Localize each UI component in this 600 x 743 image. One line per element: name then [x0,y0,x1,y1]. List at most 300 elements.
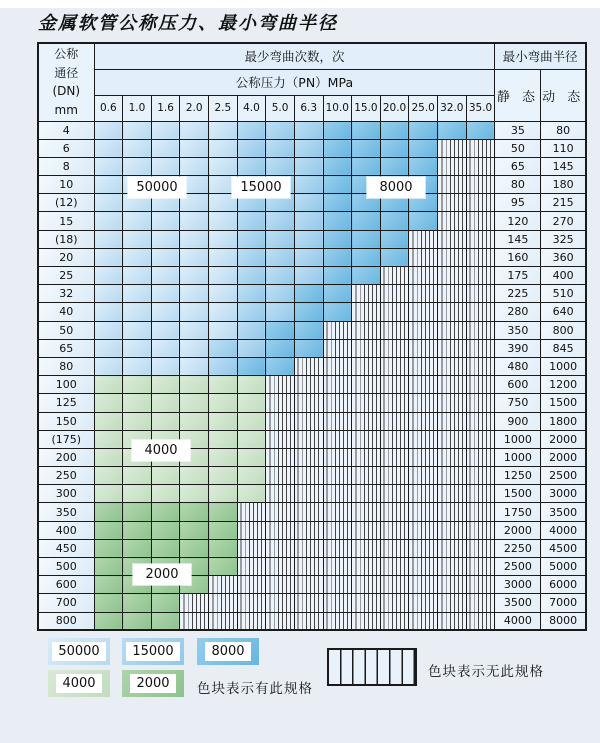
spec-cell [237,212,266,230]
table-row [38,576,586,594]
static-radius-cell: 480 [495,357,541,375]
legend-swatch-label: 2000 [130,674,175,693]
spec-cell [380,212,409,230]
spec-cell [123,539,152,557]
pressure-value-header: 1.0 [123,95,152,121]
dynamic-radius-cell: 2000 [541,448,586,466]
no-spec-cell [323,376,352,394]
no-spec-cell [294,448,323,466]
pressure-value-header: 6.3 [294,95,323,121]
legend-has-spec-text: 色块表示有此规格 [197,681,313,697]
spec-cell [294,321,323,339]
spec-cell [352,121,381,139]
no-spec-cell [352,467,381,485]
spec-cell [209,121,238,139]
spec-cell [123,594,152,612]
dynamic-radius-cell: 80 [541,121,586,139]
spec-cell [94,303,123,321]
spec-cell [94,576,123,594]
no-spec-cell [352,357,381,375]
spec-cell [294,230,323,248]
static-radius-cell: 390 [495,339,541,357]
no-spec-cell [438,376,467,394]
dn-cell: 20 [38,248,94,266]
table-row [38,285,586,303]
table-row [38,357,586,375]
dn-cell: 400 [38,521,94,539]
spec-cell [209,248,238,266]
spec-cell [151,376,180,394]
spec-cell [151,357,180,375]
spec-cell [123,394,152,412]
no-spec-cell [294,485,323,503]
no-spec-cell [323,503,352,521]
spec-cell [266,230,295,248]
no-spec-cell [266,558,295,576]
no-spec-cell [380,357,409,375]
static-radius-cell: 2500 [495,558,541,576]
static-radius-cell: 50 [495,139,541,157]
spec-cell [237,485,266,503]
bend-count-label: 4000 [132,440,190,461]
static-radius-cell: 750 [495,394,541,412]
no-spec-cell [266,394,295,412]
dynamic-radius-cell: 180 [541,176,586,194]
no-spec-cell [409,539,438,557]
spec-cell [151,594,180,612]
bend-count-label: 50000 [128,177,186,198]
pressure-value-header: 15.0 [352,95,381,121]
static-radius-cell: 2000 [495,521,541,539]
spec-cell [123,339,152,357]
no-spec-cell [323,321,352,339]
spec-cell [123,139,152,157]
dynamic-radius-cell: 640 [541,303,586,321]
spec-cell [123,248,152,266]
no-spec-cell [438,448,467,466]
dn-cell: 6 [38,139,94,157]
dynamic-radius-cell: 3000 [541,485,586,503]
no-spec-cell [438,212,467,230]
no-spec-cell [466,139,495,157]
dynamic-radius-cell: 110 [541,139,586,157]
dynamic-header: 动 态 [541,69,586,121]
no-spec-cell [409,394,438,412]
legend-swatch-4000 [48,670,110,697]
spec-cell [266,267,295,285]
no-spec-cell [294,558,323,576]
no-spec-cell [237,558,266,576]
no-spec-cell [380,503,409,521]
table-row [38,485,586,503]
dynamic-radius-cell: 325 [541,230,586,248]
no-spec-cell [438,539,467,557]
no-spec-cell [352,594,381,612]
pressure-value-header: 5.0 [266,95,295,121]
no-spec-cell [266,521,295,539]
no-spec-cell [323,412,352,430]
dynamic-radius-cell: 510 [541,285,586,303]
legend-swatch-label: 8000 [205,642,250,661]
static-radius-cell: 160 [495,248,541,266]
dn-cell: 25 [38,267,94,285]
no-spec-cell [466,194,495,212]
no-spec-cell [266,430,295,448]
no-spec-cell [352,303,381,321]
spec-cell [237,248,266,266]
no-spec-cell [380,430,409,448]
no-spec-cell [466,521,495,539]
no-spec-cell [466,448,495,466]
static-radius-cell: 3500 [495,594,541,612]
bend-count-label: 15000 [232,177,290,198]
dn-cell: 4 [38,121,94,139]
spec-cell [409,121,438,139]
no-spec-cell [438,321,467,339]
no-spec-cell [409,467,438,485]
no-spec-cell [466,376,495,394]
no-spec-cell [380,594,409,612]
spec-cell [237,139,266,157]
spec-cell [266,285,295,303]
no-spec-cell [266,448,295,466]
table-row [38,176,586,194]
spec-cell [123,485,152,503]
no-spec-cell [294,394,323,412]
spec-cell [294,121,323,139]
spec-cell [94,139,123,157]
spec-cell [180,339,209,357]
static-radius-cell: 65 [495,157,541,175]
no-spec-cell [294,430,323,448]
spec-cell [209,376,238,394]
spec-cell [323,285,352,303]
no-spec-cell [438,412,467,430]
spec-cell [180,521,209,539]
static-radius-cell: 145 [495,230,541,248]
spec-cell [94,194,123,212]
static-radius-cell: 175 [495,267,541,285]
no-spec-cell [323,612,352,630]
no-spec-cell [438,430,467,448]
table-row [38,539,586,557]
spec-cell [409,212,438,230]
table-row [38,412,586,430]
no-spec-pattern-swatch [327,648,417,686]
dn-header-line: mm [54,102,78,117]
dn-cell: 450 [38,539,94,557]
spec-cell [409,139,438,157]
dn-cell: 700 [38,594,94,612]
spec-cell [237,467,266,485]
spec-cell [409,157,438,175]
spec-cell [94,230,123,248]
spec-cell [266,139,295,157]
no-spec-cell [380,339,409,357]
dn-cell: 150 [38,412,94,430]
spec-cell [94,521,123,539]
page-title: 金属软管公称压力、最小弯曲半径 [38,13,338,34]
no-spec-cell [438,230,467,248]
no-spec-cell [466,303,495,321]
dynamic-radius-cell: 400 [541,267,586,285]
no-spec-cell [294,612,323,630]
no-spec-cell [323,558,352,576]
no-spec-cell [466,357,495,375]
spec-cell [323,303,352,321]
no-spec-cell [466,467,495,485]
spec-cell [94,339,123,357]
dn-cell: 80 [38,357,94,375]
spec-cell [123,376,152,394]
table-row [38,594,586,612]
dynamic-radius-cell: 8000 [541,612,586,630]
static-radius-cell: 4000 [495,612,541,630]
spec-cell [209,430,238,448]
spec-cell [237,267,266,285]
dn-cell: 600 [38,576,94,594]
no-spec-cell [409,248,438,266]
no-spec-cell [409,430,438,448]
spec-cell [294,157,323,175]
dynamic-radius-cell: 845 [541,339,586,357]
no-spec-cell [466,594,495,612]
spec-cell [180,394,209,412]
spec-cell [151,121,180,139]
no-spec-cell [294,503,323,521]
no-spec-cell [438,485,467,503]
no-spec-cell [380,267,409,285]
spec-cell [151,157,180,175]
legend-no-spec-text: 色块表示无此规格 [428,664,544,680]
no-spec-cell [380,412,409,430]
spec-cell [209,394,238,412]
static-radius-cell: 1750 [495,503,541,521]
no-spec-cell [323,467,352,485]
dynamic-radius-cell: 4500 [541,539,586,557]
spec-cell [352,230,381,248]
spec-cell [294,303,323,321]
legend-swatch-label: 50000 [52,642,105,661]
spec-table-wrap [37,42,587,631]
no-spec-cell [380,539,409,557]
no-spec-cell [438,503,467,521]
no-spec-cell [466,285,495,303]
spec-cell [294,139,323,157]
spec-cell [123,503,152,521]
dn-cell: 40 [38,303,94,321]
table-row [38,121,586,139]
spec-cell [266,121,295,139]
spec-cell [266,248,295,266]
no-spec-cell [438,194,467,212]
no-spec-cell [380,285,409,303]
no-spec-cell [409,321,438,339]
no-spec-cell [352,485,381,503]
no-spec-cell [409,485,438,503]
dynamic-radius-cell: 1000 [541,357,586,375]
spec-cell [123,267,152,285]
spec-cell [123,121,152,139]
spec-cell [237,230,266,248]
spec-cell [237,376,266,394]
spec-cell [266,157,295,175]
static-radius-cell: 350 [495,321,541,339]
no-spec-cell [409,594,438,612]
no-spec-cell [380,303,409,321]
no-spec-cell [438,576,467,594]
spec-cell [323,267,352,285]
dynamic-radius-cell: 360 [541,248,586,266]
table-row [38,139,586,157]
no-spec-cell [438,176,467,194]
static-radius-cell: 225 [495,285,541,303]
static-radius-cell: 1000 [495,448,541,466]
no-spec-cell [380,576,409,594]
no-spec-cell [409,558,438,576]
spec-cell [123,321,152,339]
spec-cell [94,485,123,503]
spec-cell [94,612,123,630]
spec-cell [209,485,238,503]
table-row [38,230,586,248]
no-spec-cell [237,576,266,594]
spec-cell [151,267,180,285]
no-spec-cell [294,539,323,557]
spec-cell [180,539,209,557]
spec-cell [380,230,409,248]
spec-cell [380,121,409,139]
no-spec-cell [352,448,381,466]
no-spec-cell [438,357,467,375]
bend-count-label: 2000 [133,564,191,585]
spec-cell [352,212,381,230]
no-spec-cell [352,394,381,412]
spec-cell [209,321,238,339]
no-spec-cell [323,521,352,539]
spec-cell [209,467,238,485]
dynamic-radius-cell: 7000 [541,594,586,612]
no-spec-cell [466,339,495,357]
spec-cell [352,139,381,157]
spec-cell [180,267,209,285]
spec-cell [180,412,209,430]
no-spec-cell [237,503,266,521]
table-row [38,194,586,212]
spec-cell [151,248,180,266]
no-spec-cell [466,212,495,230]
dn-header-line: 通径 [54,65,79,80]
no-spec-cell [466,176,495,194]
no-spec-cell [409,376,438,394]
no-spec-cell [352,503,381,521]
spec-cell [180,121,209,139]
static-radius-cell: 3000 [495,576,541,594]
dn-header-line: (DN) [52,84,81,99]
legend-swatch-2000 [122,670,184,697]
table-row [38,521,586,539]
table-row [38,612,586,630]
no-spec-cell [266,612,295,630]
pressure-value-header: 10.0 [323,95,352,121]
table-row [38,467,586,485]
no-spec-cell [380,376,409,394]
legend-swatch-15000 [122,638,184,665]
spec-cell [151,412,180,430]
no-spec-cell [438,285,467,303]
spec-cell [237,157,266,175]
no-spec-cell [409,339,438,357]
spec-cell [237,303,266,321]
spec-cell [180,212,209,230]
dn-cell: 200 [38,448,94,466]
no-spec-cell [237,594,266,612]
legend-swatch-8000 [197,638,259,665]
no-spec-cell [438,157,467,175]
no-spec-cell [409,303,438,321]
spec-cell [94,539,123,557]
dynamic-radius-cell: 4000 [541,521,586,539]
dn-cell: (12) [38,194,94,212]
no-spec-cell [352,612,381,630]
dynamic-radius-cell: 145 [541,157,586,175]
spec-cell [151,612,180,630]
no-spec-cell [352,412,381,430]
no-spec-cell [352,321,381,339]
no-spec-cell [466,503,495,521]
spec-cell [180,230,209,248]
no-spec-cell [466,558,495,576]
no-spec-cell [409,612,438,630]
no-spec-cell [466,539,495,557]
dn-cell: 100 [38,376,94,394]
spec-cell [323,230,352,248]
static-radius-cell: 1000 [495,430,541,448]
table-row [38,430,586,448]
no-spec-cell [438,248,467,266]
spec-cell [209,339,238,357]
spec-cell [180,376,209,394]
no-spec-cell [380,321,409,339]
table-row [38,321,586,339]
dn-cell: 8 [38,157,94,175]
spec-cell [180,503,209,521]
dn-cell: 50 [38,321,94,339]
spec-cell [323,157,352,175]
spec-cell [123,467,152,485]
spec-cell [151,485,180,503]
no-spec-cell [266,485,295,503]
no-spec-cell [409,357,438,375]
spec-cell [151,394,180,412]
no-spec-cell [380,558,409,576]
spec-cell [266,339,295,357]
bend-times-header: 最少弯曲次数，次 [94,43,495,69]
table-row [38,339,586,357]
spec-cell [123,285,152,303]
spec-cell [94,394,123,412]
spec-cell [323,194,352,212]
no-spec-cell [266,503,295,521]
dynamic-radius-cell: 5000 [541,558,586,576]
no-spec-cell [294,376,323,394]
spec-cell [294,285,323,303]
spec-cell [94,412,123,430]
no-spec-cell [237,612,266,630]
no-spec-cell [466,485,495,503]
no-spec-cell [323,576,352,594]
no-spec-cell [352,576,381,594]
